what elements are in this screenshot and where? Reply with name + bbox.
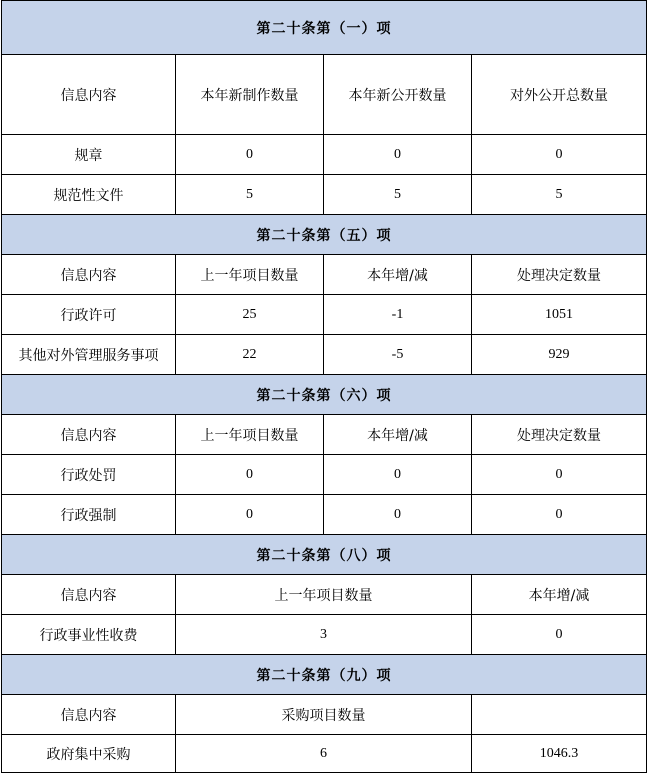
section-header [2, 375, 647, 415]
cell-value: 0 [176, 495, 324, 535]
column-header: 上一年项目数量 [176, 415, 324, 455]
table-row [2, 455, 647, 495]
section-title: 第二十条第（九）项 [2, 655, 647, 695]
cell-value: 3 [176, 615, 472, 655]
cell-value: 25 [176, 295, 324, 335]
table-row [2, 495, 647, 535]
column-header-row [2, 575, 647, 615]
column-header-row [2, 415, 647, 455]
cell-value: 0 [472, 135, 647, 175]
cell-value: 5 [324, 175, 472, 215]
column-header: 本年增/减 [472, 575, 647, 615]
section-title: 第二十条第（一）项 [2, 1, 647, 55]
cell-value: 0 [324, 495, 472, 535]
cell-value: 5 [472, 175, 647, 215]
cell-value: 6 [176, 735, 472, 773]
row-label: 行政许可 [2, 295, 176, 335]
column-header: 信息内容 [2, 55, 176, 135]
row-label: 行政强制 [2, 495, 176, 535]
section-header [2, 535, 647, 575]
table-row [2, 295, 647, 335]
cell-value: 0 [176, 135, 324, 175]
column-header-row [2, 55, 647, 135]
section-header [2, 215, 647, 255]
cell-value: 1046.3 [472, 735, 647, 773]
table-row [2, 135, 647, 175]
section-title: 第二十条第（五）项 [2, 215, 647, 255]
row-label: 规范性文件 [2, 175, 176, 215]
column-header: 信息内容 [2, 415, 176, 455]
cell-value: 0 [324, 135, 472, 175]
section-header [2, 655, 647, 695]
cell-value: 1051 [472, 295, 647, 335]
table-row [2, 335, 647, 375]
cell-value: -5 [324, 335, 472, 375]
cell-value: 929 [472, 335, 647, 375]
column-header-row [2, 695, 647, 735]
section-title: 第二十条第（八）项 [2, 535, 647, 575]
column-header: 本年新公开数量 [324, 55, 472, 135]
cell-value: -1 [324, 295, 472, 335]
column-header: 处理决定数量 [472, 415, 647, 455]
row-label: 行政事业性收费 [2, 615, 176, 655]
disclosure-table [1, 0, 647, 773]
column-header: 本年增/减 [324, 415, 472, 455]
row-label: 其他对外管理服务事项 [2, 335, 176, 375]
cell-value: 5 [176, 175, 324, 215]
column-header: 信息内容 [2, 695, 176, 735]
column-header: 上一年项目数量 [176, 255, 324, 295]
cell-value: 22 [176, 335, 324, 375]
column-header: 采购项目数量 [176, 695, 472, 735]
column-header: 对外公开总数量 [472, 55, 647, 135]
row-label: 行政处罚 [2, 455, 176, 495]
column-header: 上一年项目数量 [176, 575, 472, 615]
column-header: 处理决定数量 [472, 255, 647, 295]
section-title: 第二十条第（六）项 [2, 375, 647, 415]
table-row [2, 735, 647, 773]
cell-value: 0 [472, 615, 647, 655]
row-label: 政府集中采购 [2, 735, 176, 773]
cell-value: 0 [324, 455, 472, 495]
column-header: 本年增/减 [324, 255, 472, 295]
row-label: 规章 [2, 135, 176, 175]
cell-value: 0 [472, 495, 647, 535]
cell-value: 0 [472, 455, 647, 495]
column-header [472, 695, 647, 735]
column-header: 本年新制作数量 [176, 55, 324, 135]
table-row [2, 175, 647, 215]
column-header: 信息内容 [2, 575, 176, 615]
section-header [2, 1, 647, 55]
table-row [2, 615, 647, 655]
column-header-row [2, 255, 647, 295]
column-header: 信息内容 [2, 255, 176, 295]
cell-value: 0 [176, 455, 324, 495]
